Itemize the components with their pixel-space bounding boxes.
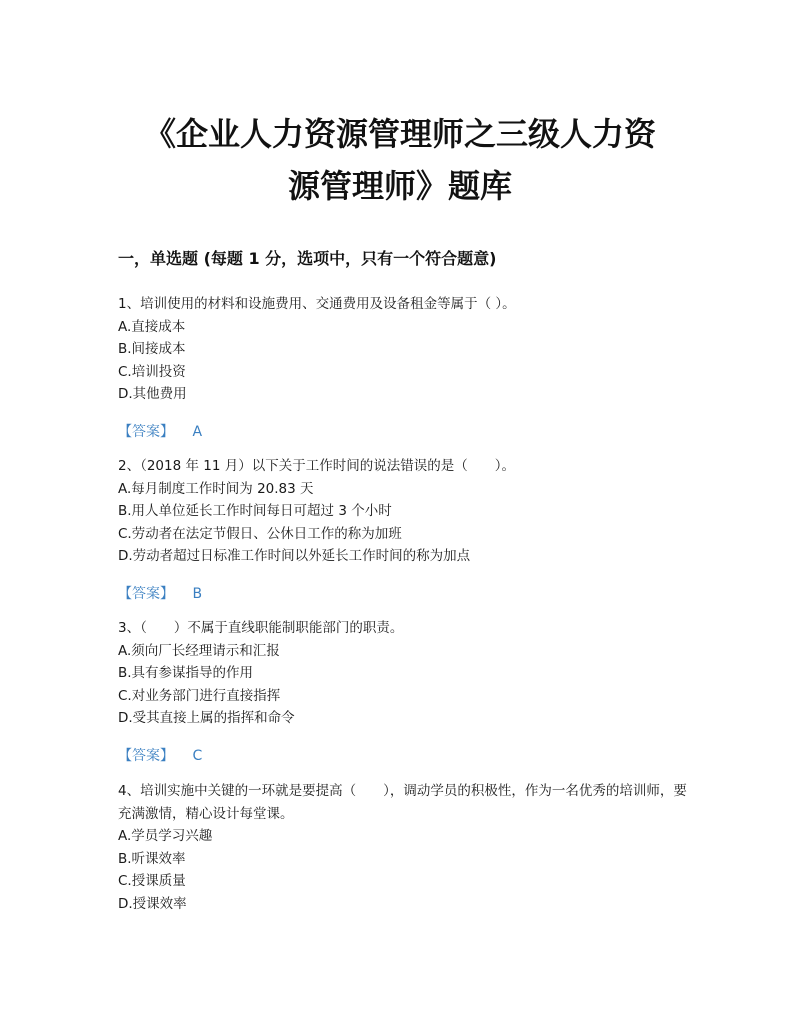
question-4 xyxy=(118,780,688,915)
document-title xyxy=(110,108,690,212)
question-1 xyxy=(118,293,688,406)
option-a: A.学员学习兴趣 xyxy=(118,828,213,844)
answer-value: C xyxy=(192,748,203,764)
option-d: D.受其直接上属的指挥和命令 xyxy=(118,710,295,726)
answer-2 xyxy=(118,583,202,603)
answer-1 xyxy=(118,421,202,441)
question-3 xyxy=(118,617,688,730)
answer-label: 【答案】 xyxy=(118,424,174,440)
option-d: D.其他费用 xyxy=(118,386,187,402)
document-title-line-2: 源管理师》题库 xyxy=(287,167,512,205)
option-c: C.授课质量 xyxy=(118,873,186,889)
option-c: C.劳动者在法定节假日、公休日工作的称为加班 xyxy=(118,525,402,542)
answer-3 xyxy=(118,745,202,765)
option-b: B.用人单位延长工作时间每日可超过 3 个小时 xyxy=(118,503,392,519)
option-d: D.授课效率 xyxy=(118,895,187,912)
question-stem: 2、（2018 年 11 月）以下关于工作时间的说法错误的是（ ）。 xyxy=(118,458,515,474)
answer-label: 【答案】 xyxy=(118,748,174,764)
answer-value: A xyxy=(192,424,203,440)
question-stem: 3、（ ）不属于直线职能制职能部门的职责。 xyxy=(118,620,404,636)
option-b: B.间接成本 xyxy=(118,341,186,357)
answer-value: B xyxy=(192,586,203,602)
question-stem: 1、培训使用的材料和设施费用、交通费用及设备租金等属于（ ）。 xyxy=(118,296,516,312)
option-a: A.直接成本 xyxy=(118,318,186,335)
option-d: D.劳动者超过日标准工作时间以外延长工作时间的称为加点 xyxy=(118,548,471,564)
question-2 xyxy=(118,455,688,568)
option-a: A.须向厂长经理请示和汇报 xyxy=(118,642,280,659)
option-c: C.对业务部门进行直接指挥 xyxy=(118,687,281,704)
document-title-line-1: 《企业人力资源管理师之三级人力资 xyxy=(143,115,656,153)
option-a: A.每月制度工作时间为 20.83 天 xyxy=(118,480,314,497)
option-b: B.具有参谋指导的作用 xyxy=(118,665,254,681)
answer-label: 【答案】 xyxy=(118,586,174,602)
option-c: C.培训投资 xyxy=(118,363,186,380)
question-stem: 4、培训实施中关键的一环就是要提高（ ），调动学员的积极性，作为一名优秀的培训师，要充满激情，精心设计每堂课。 xyxy=(118,783,687,822)
section-heading: 一，单选题 (每题 1 分，选项中，只有一个符合题意) xyxy=(118,249,497,268)
option-b: B.听课效率 xyxy=(118,850,186,867)
